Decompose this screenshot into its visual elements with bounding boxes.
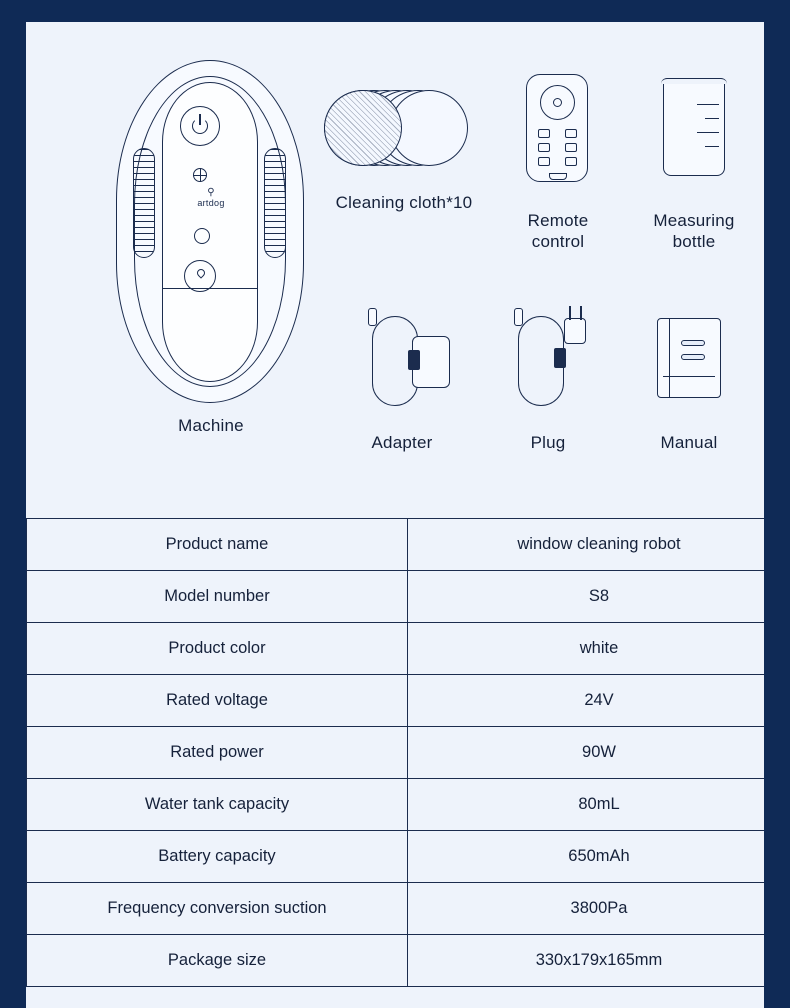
plug-pin [569, 306, 571, 320]
accessory-remote-control [488, 74, 628, 252]
table-row [27, 727, 765, 779]
spec-label: Product name [27, 519, 408, 571]
spec-value: 90W [408, 727, 765, 779]
remote-base [549, 173, 567, 180]
accessory-label-machine: Machine [178, 416, 244, 435]
manual-spine [657, 318, 670, 398]
bottle-scale-mark [697, 132, 719, 133]
robot-track-left [133, 148, 155, 258]
brand-name: artdog [197, 198, 225, 208]
content-sheet [26, 22, 764, 1008]
table-row [27, 571, 765, 623]
remote-key [565, 143, 577, 152]
remote-key [565, 129, 577, 138]
spec-label: Frequency conversion suction [27, 883, 408, 935]
spec-label: Water tank capacity [27, 779, 408, 831]
remote-body [526, 74, 588, 182]
brand-label [176, 188, 246, 208]
bottle-scale-mark [705, 118, 719, 119]
bottle-scale-mark [697, 104, 719, 105]
spec-value: window cleaning robot [408, 519, 765, 571]
plug-cable-band [554, 348, 566, 368]
accessory-adapter [322, 298, 482, 453]
measuring-bottle-icon [659, 74, 729, 184]
power-plug-icon [496, 298, 600, 414]
spec-label: Product color [27, 623, 408, 675]
accessory-label-remote-control: Remote control [527, 211, 589, 251]
accessory-label-manual: Manual [660, 433, 718, 452]
remote-key [565, 157, 577, 166]
spec-value: 330x179x165mm [408, 935, 765, 987]
remote-control-icon [526, 74, 590, 184]
power-adapter-icon [350, 298, 454, 414]
spec-value: white [408, 623, 765, 675]
robot-track-right [264, 148, 286, 258]
remote-dpad-icon [540, 85, 575, 120]
sensor-dot-icon [194, 228, 210, 244]
adapter-connector-tip [368, 308, 377, 326]
spec-label: Model number [27, 571, 408, 623]
specification-table [26, 518, 764, 987]
accessory-cleaning-cloth [298, 82, 510, 213]
table-row [27, 675, 765, 727]
specification-table-body [27, 519, 765, 987]
spec-value: S8 [408, 571, 765, 623]
spec-label: Rated power [27, 727, 408, 779]
table-row [27, 779, 765, 831]
remote-key [538, 129, 550, 138]
cloth-disc-top [324, 90, 402, 166]
brand-mark-icon: ⚲ [207, 187, 215, 198]
spec-label: Battery capacity [27, 831, 408, 883]
mode-grid-icon [193, 168, 207, 182]
plug-connector-tip [514, 308, 523, 326]
manual-text-bar [681, 340, 705, 346]
accessory-measuring-bottle [624, 74, 764, 252]
manual-book-icon [653, 308, 725, 408]
manual-text-bar [681, 354, 705, 360]
table-row [27, 883, 765, 935]
accessories-section [26, 22, 764, 518]
spec-value: 3800Pa [408, 883, 765, 935]
accessory-plug [478, 298, 618, 453]
plug-head [564, 318, 586, 344]
table-row [27, 623, 765, 675]
spec-label: Rated voltage [27, 675, 408, 727]
remote-key [538, 157, 550, 166]
plug-pin [580, 306, 582, 320]
cloth-stack-icon [324, 82, 484, 174]
spec-value: 80mL [408, 779, 765, 831]
window-cleaning-robot-icon [116, 60, 306, 405]
spec-label: Package size [27, 935, 408, 987]
table-row [27, 519, 765, 571]
manual-divider [663, 376, 715, 377]
accessory-label-measuring-bottle: Measuring bottle [653, 211, 735, 251]
bottle-scale-mark [705, 146, 719, 147]
adapter-cable-band [408, 350, 420, 370]
accessory-label-adapter: Adapter [371, 433, 433, 452]
robot-base-line [162, 288, 258, 289]
table-row [27, 831, 765, 883]
bottle-body [663, 84, 725, 176]
remote-key [538, 143, 550, 152]
accessory-label-cleaning-cloth: Cleaning cloth*10 [335, 193, 473, 212]
table-row [27, 935, 765, 987]
accessory-label-plug: Plug [530, 433, 566, 452]
spec-value: 24V [408, 675, 765, 727]
accessory-manual [614, 308, 764, 453]
power-button-icon [180, 106, 220, 146]
spec-value: 650mAh [408, 831, 765, 883]
